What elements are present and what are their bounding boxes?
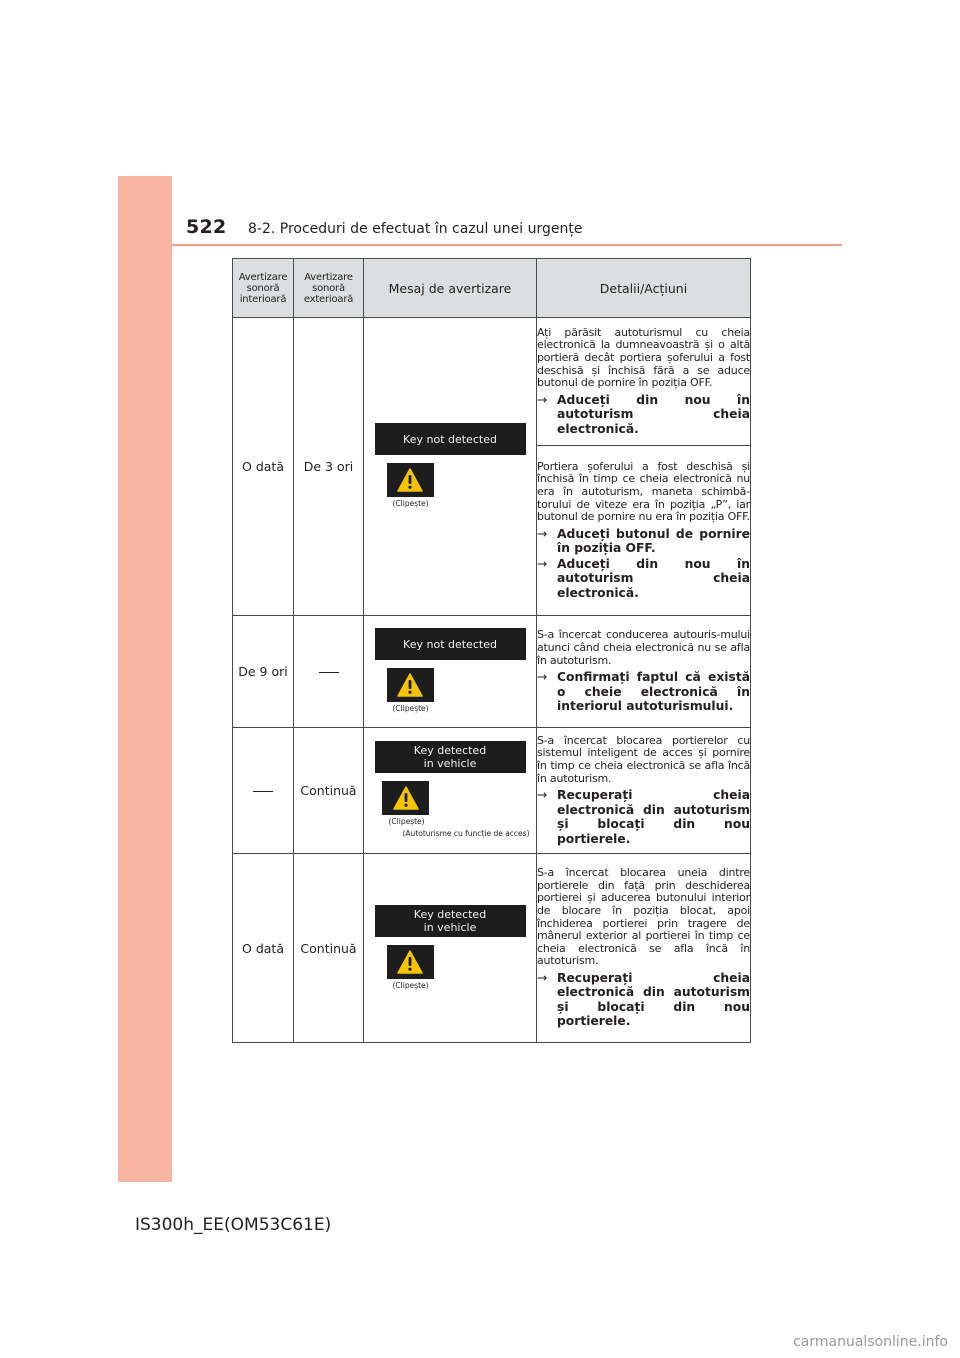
warning-light-tile (382, 781, 429, 815)
warning-message-cell (364, 318, 537, 616)
applicability-caption: (Autoturisme cu funcție de acces) (402, 829, 530, 838)
exterior-buzzer-cell (294, 616, 364, 728)
arrow-icon: → (537, 970, 548, 985)
warning-triangle-icon (397, 673, 423, 697)
action-item (537, 557, 750, 601)
action-text: Recuperați cheia electronică din autoturism și blocați din nou portierele. (557, 788, 750, 846)
exterior-buzzer-cell: Continuă (294, 854, 364, 1043)
blinking-caption: (Clipește) (392, 499, 429, 508)
exterior-buzzer-cell: De 3 ori (294, 318, 364, 616)
action-item (537, 393, 750, 437)
details-cell (537, 446, 751, 616)
message-illustration (375, 905, 526, 990)
display-line: in vehicle (423, 757, 477, 770)
blinking-caption: (Clipește) (388, 817, 425, 826)
details-cell (537, 728, 751, 854)
message-illustration (375, 423, 526, 508)
watermark: carmanualsonline.info (793, 1334, 948, 1350)
details-cell (537, 854, 751, 1043)
table-row (233, 616, 751, 728)
display-line: in vehicle (423, 920, 477, 934)
header-rule (172, 244, 842, 246)
table-header-row (233, 259, 751, 318)
details-text: Ați părăsit autoturismul cu cheia electronică la dumneavoastră și o altă portieră decât portiera șoferului a fost deschisă și închisă fără a se aduce butonul de pornire în poziția OFF. (537, 325, 750, 390)
action-item (537, 971, 750, 1029)
action-text: Recuperați cheia electronică din autoturism și blocați din nou portierele. (557, 970, 750, 1029)
display-key-detected (375, 741, 526, 773)
header-interior-buzzer: Avertizare sonoră interioară (233, 259, 294, 318)
page-number: 522 (186, 216, 227, 238)
action-text: Aduceți butonul de pornire în poziția OFF. (557, 526, 750, 556)
document-code: IS300h_EE(OM53C61E) (135, 1215, 332, 1235)
warning-table (232, 258, 751, 1043)
warning-message-cell (364, 616, 537, 728)
exterior-buzzer-cell: Continuă (294, 728, 364, 854)
details-text: S-a încercat blocarea uneia dintre portierele din față prin deschiderea portierei și aducerea butonului interior de blocare în poziția blocat, apoi închiderea portierei prin tragere de mânerul exterior al portierei în timp ce cheia electronică se afla încă în autoturism. (537, 866, 750, 968)
message-illustration (370, 741, 529, 838)
action-text: Aduceți din nou în autoturism cheia electronică. (557, 556, 750, 600)
warning-light-tile (387, 668, 434, 702)
none-dash (319, 672, 339, 673)
details-text: Portiera șoferului a fost deschisă și închisă în timp ce cheia electronică nu era în autoturism, maneta schimbă-torului de viteze era în poziția „P”, iar butonul de pornire nu era în poziția OFF. (537, 459, 750, 524)
warning-message-cell (364, 854, 537, 1043)
display-line: Key detected (413, 907, 487, 921)
blinking-caption: (Clipește) (392, 704, 429, 713)
section-title: 8-2. Proceduri de efectuat în cazul unei urgențe (248, 221, 583, 237)
warning-light-tile (387, 945, 434, 979)
warning-triangle-icon (393, 786, 419, 810)
message-illustration (375, 628, 526, 713)
arrow-icon: → (537, 392, 548, 407)
display-key-not-detected: Key not detected (375, 423, 526, 455)
details-cell (537, 318, 751, 446)
action-item (537, 670, 750, 714)
action-item (537, 527, 750, 556)
display-line: Key detected (413, 744, 487, 757)
warning-light-tile (387, 463, 434, 497)
arrow-icon: → (537, 788, 548, 803)
interior-buzzer-cell: O dată (233, 318, 294, 616)
details-cell (537, 616, 751, 728)
display-key-not-detected: Key not detected (375, 628, 526, 660)
interior-buzzer-cell (233, 728, 294, 854)
blinking-caption: (Clipește) (392, 980, 429, 990)
header-exterior-buzzer: Avertizare sonoră exterioară (294, 259, 364, 318)
arrow-icon: → (537, 670, 548, 685)
display-key-detected (375, 905, 526, 937)
warning-triangle-icon (397, 950, 423, 974)
warning-triangle-icon (397, 468, 423, 492)
interior-buzzer-cell: De 9 ori (233, 616, 294, 728)
action-text: Aduceți din nou în autoturism cheia electronică. (557, 392, 750, 436)
none-dash (253, 791, 273, 792)
details-text: S-a încercat conducerea autouris-mului atunci când cheia electronică nu se afla în autoturism. (537, 628, 750, 667)
action-item (537, 788, 750, 846)
warning-message-cell (364, 728, 537, 854)
table-row (233, 728, 751, 854)
table-row (233, 318, 751, 446)
interior-buzzer-cell: O dată (233, 854, 294, 1043)
chapter-side-band (118, 176, 172, 1182)
table-row (233, 854, 751, 1043)
action-text: Confirmați faptul că există o cheie electronică în interiorul autoturismului. (557, 670, 750, 714)
header-warning-message: Mesaj de avertizare (364, 259, 537, 318)
header-details-actions: Detalii/Acțiuni (537, 259, 751, 318)
arrow-icon: → (537, 526, 548, 541)
details-text: S-a încercat blocarea portierelor cu sistemul inteligent de acces și pornire în timp ce cheia electronică se afla încă în autoturism. (537, 733, 750, 785)
arrow-icon: → (537, 556, 548, 571)
